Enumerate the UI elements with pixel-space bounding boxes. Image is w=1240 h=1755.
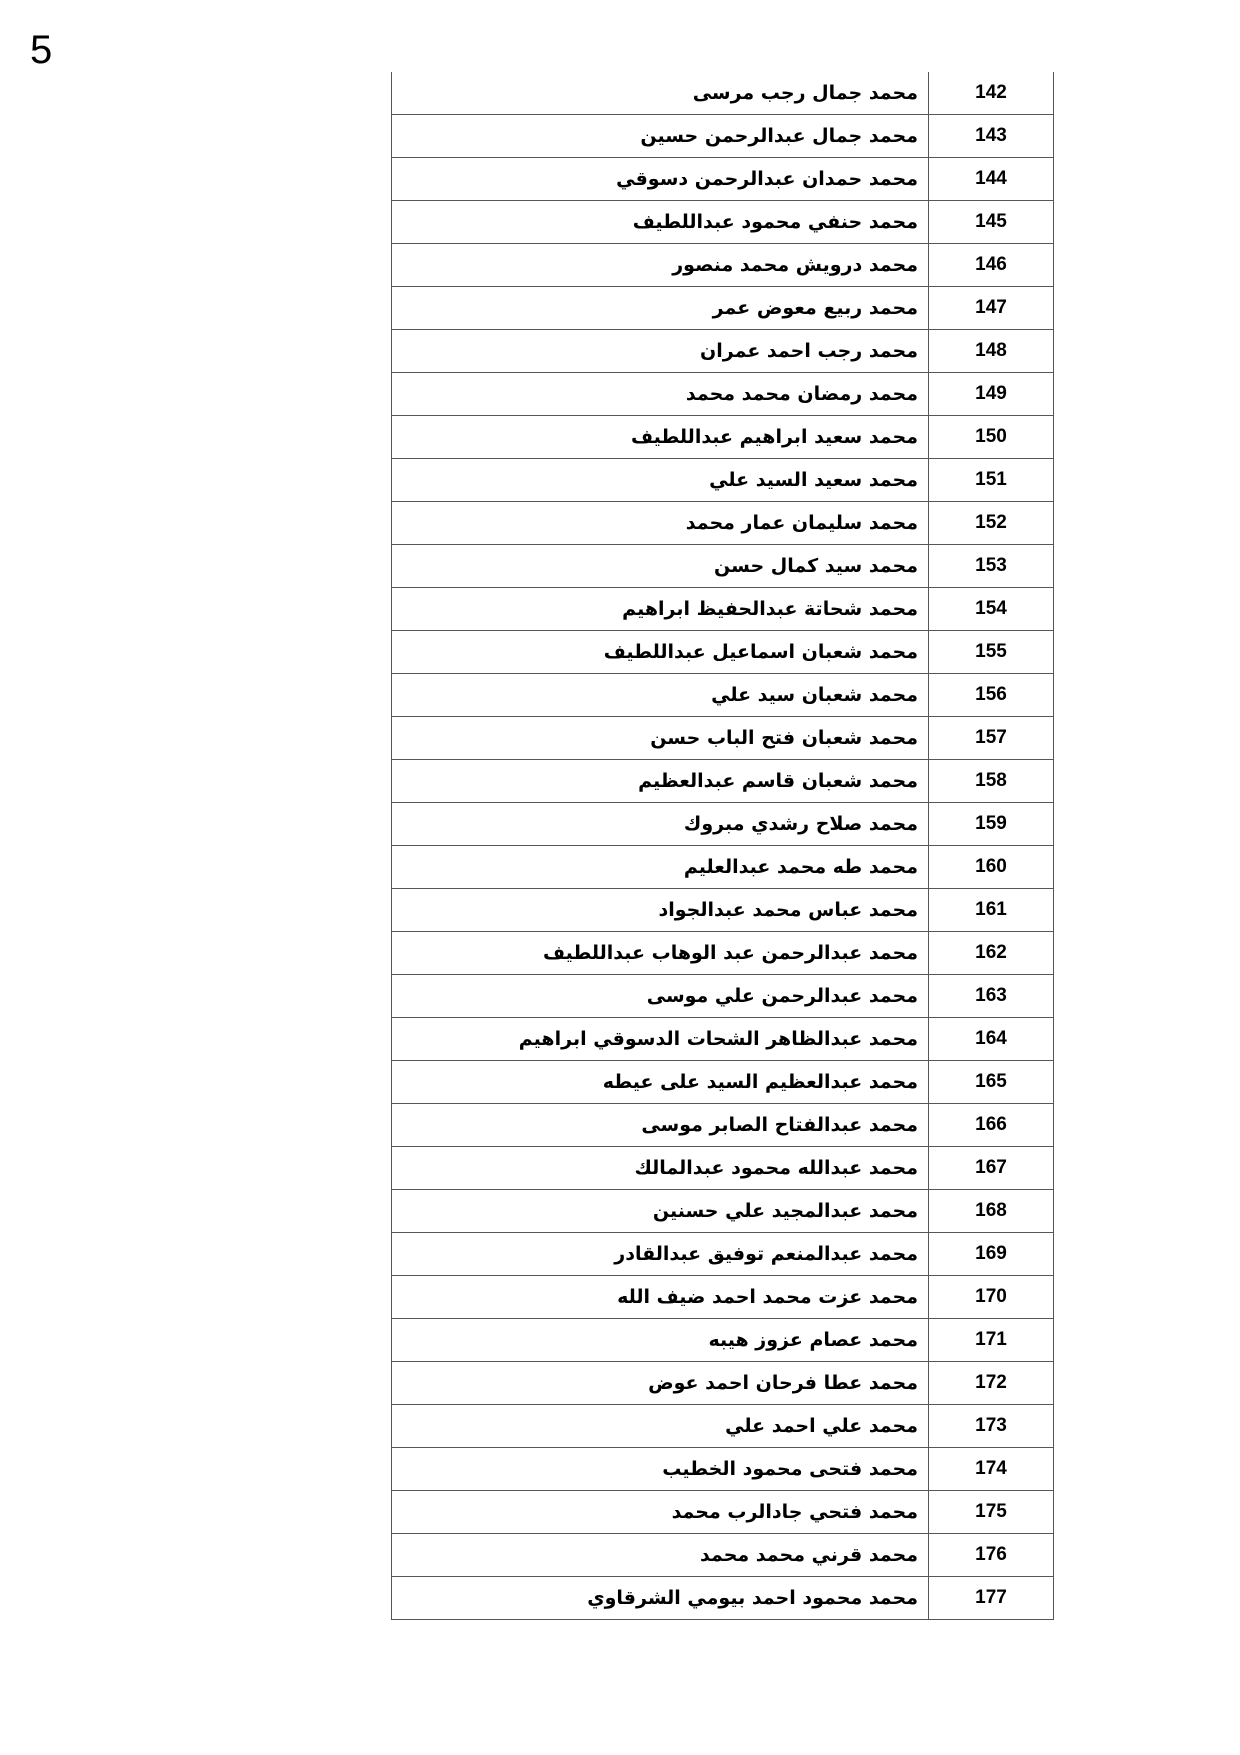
row-name-cell: محمد طه محمد عبدالعليم bbox=[392, 846, 929, 889]
row-name-cell: محمد شعبان سيد علي bbox=[392, 674, 929, 717]
row-name-cell: محمد جمال رجب مرسى bbox=[392, 72, 929, 115]
table-row bbox=[392, 459, 1054, 502]
row-name-cell: محمد صلاح رشدي مبروك bbox=[392, 803, 929, 846]
table-row bbox=[392, 72, 1054, 115]
row-name-cell: محمد محمود احمد بيومي الشرقاوي bbox=[392, 1577, 929, 1620]
row-name-cell: محمد سيد كمال حسن bbox=[392, 545, 929, 588]
table-row bbox=[392, 1276, 1054, 1319]
table-row bbox=[392, 1577, 1054, 1620]
table-row bbox=[392, 1147, 1054, 1190]
row-number-cell: 176 bbox=[929, 1534, 1054, 1577]
row-number-cell: 145 bbox=[929, 201, 1054, 244]
row-number-cell: 174 bbox=[929, 1448, 1054, 1491]
row-name-cell: محمد عبدالرحمن علي موسى bbox=[392, 975, 929, 1018]
row-number-cell: 166 bbox=[929, 1104, 1054, 1147]
table-row bbox=[392, 1104, 1054, 1147]
row-number-cell: 155 bbox=[929, 631, 1054, 674]
page-number: 5 bbox=[30, 28, 53, 72]
row-name-cell: محمد عصام عزوز هيبه bbox=[392, 1319, 929, 1362]
row-number-cell: 171 bbox=[929, 1319, 1054, 1362]
table-row bbox=[392, 1233, 1054, 1276]
row-name-cell: محمد شحاتة عبدالحفيظ ابراهيم bbox=[392, 588, 929, 631]
row-number-cell: 163 bbox=[929, 975, 1054, 1018]
table-row bbox=[392, 287, 1054, 330]
row-name-cell: محمد شعبان اسماعيل عبداللطيف bbox=[392, 631, 929, 674]
row-name-cell: محمد علي احمد علي bbox=[392, 1405, 929, 1448]
row-number-cell: 148 bbox=[929, 330, 1054, 373]
table-row bbox=[392, 502, 1054, 545]
row-number-cell: 175 bbox=[929, 1491, 1054, 1534]
row-name-cell: محمد درويش محمد منصور bbox=[392, 244, 929, 287]
row-name-cell: محمد حنفي محمود عبداللطيف bbox=[392, 201, 929, 244]
table-row bbox=[392, 115, 1054, 158]
row-name-cell: محمد سعيد السيد علي bbox=[392, 459, 929, 502]
table-row bbox=[392, 201, 1054, 244]
row-number-cell: 158 bbox=[929, 760, 1054, 803]
table-row bbox=[392, 1405, 1054, 1448]
row-name-cell: محمد قرني محمد محمد bbox=[392, 1534, 929, 1577]
row-number-cell: 143 bbox=[929, 115, 1054, 158]
row-name-cell: محمد شعبان فتح الباب حسن bbox=[392, 717, 929, 760]
table-row bbox=[392, 1448, 1054, 1491]
row-number-cell: 172 bbox=[929, 1362, 1054, 1405]
table-row bbox=[392, 373, 1054, 416]
row-name-cell: محمد عطا فرحان احمد عوض bbox=[392, 1362, 929, 1405]
table-row bbox=[392, 674, 1054, 717]
row-number-cell: 152 bbox=[929, 502, 1054, 545]
row-number-cell: 170 bbox=[929, 1276, 1054, 1319]
row-number-cell: 162 bbox=[929, 932, 1054, 975]
row-number-cell: 144 bbox=[929, 158, 1054, 201]
names-table-container bbox=[391, 72, 1054, 1620]
row-number-cell: 164 bbox=[929, 1018, 1054, 1061]
row-number-cell: 157 bbox=[929, 717, 1054, 760]
row-number-cell: 147 bbox=[929, 287, 1054, 330]
row-number-cell: 150 bbox=[929, 416, 1054, 459]
table-row bbox=[392, 588, 1054, 631]
table-row bbox=[392, 846, 1054, 889]
row-name-cell: محمد سعيد ابراهيم عبداللطيف bbox=[392, 416, 929, 459]
row-name-cell: محمد عبدالعظيم السيد على عيطه bbox=[392, 1061, 929, 1104]
row-number-cell: 160 bbox=[929, 846, 1054, 889]
row-name-cell: محمد عبدالفتاح الصابر موسى bbox=[392, 1104, 929, 1147]
row-name-cell: محمد عباس محمد عبدالجواد bbox=[392, 889, 929, 932]
table-row bbox=[392, 932, 1054, 975]
table-row bbox=[392, 975, 1054, 1018]
row-number-cell: 153 bbox=[929, 545, 1054, 588]
row-number-cell: 161 bbox=[929, 889, 1054, 932]
table-row bbox=[392, 1362, 1054, 1405]
table-row bbox=[392, 889, 1054, 932]
row-number-cell: 154 bbox=[929, 588, 1054, 631]
row-number-cell: 177 bbox=[929, 1577, 1054, 1620]
row-name-cell: محمد فتحى محمود الخطيب bbox=[392, 1448, 929, 1491]
table-row bbox=[392, 1491, 1054, 1534]
row-number-cell: 159 bbox=[929, 803, 1054, 846]
table-row bbox=[392, 803, 1054, 846]
row-name-cell: محمد عبدالظاهر الشحات الدسوقي ابراهيم bbox=[392, 1018, 929, 1061]
table-row bbox=[392, 717, 1054, 760]
row-number-cell: 156 bbox=[929, 674, 1054, 717]
table-row bbox=[392, 631, 1054, 674]
row-name-cell: محمد ربيع معوض عمر bbox=[392, 287, 929, 330]
row-name-cell: محمد رجب احمد عمران bbox=[392, 330, 929, 373]
table-row bbox=[392, 416, 1054, 459]
table-row bbox=[392, 1534, 1054, 1577]
row-number-cell: 165 bbox=[929, 1061, 1054, 1104]
row-number-cell: 142 bbox=[929, 72, 1054, 115]
row-name-cell: محمد فتحي جادالرب محمد bbox=[392, 1491, 929, 1534]
row-name-cell: محمد شعبان قاسم عبدالعظيم bbox=[392, 760, 929, 803]
row-number-cell: 169 bbox=[929, 1233, 1054, 1276]
row-name-cell: محمد رمضان محمد محمد bbox=[392, 373, 929, 416]
row-name-cell: محمد جمال عبدالرحمن حسين bbox=[392, 115, 929, 158]
table-row bbox=[392, 1319, 1054, 1362]
row-name-cell: محمد عبدالمجيد علي حسنين bbox=[392, 1190, 929, 1233]
table-row bbox=[392, 330, 1054, 373]
row-name-cell: محمد عبدالمنعم توفيق عبدالقادر bbox=[392, 1233, 929, 1276]
row-number-cell: 151 bbox=[929, 459, 1054, 502]
table-row bbox=[392, 1018, 1054, 1061]
row-number-cell: 149 bbox=[929, 373, 1054, 416]
row-number-cell: 168 bbox=[929, 1190, 1054, 1233]
row-number-cell: 146 bbox=[929, 244, 1054, 287]
names-table-body bbox=[392, 72, 1054, 1620]
row-name-cell: محمد سليمان عمار محمد bbox=[392, 502, 929, 545]
row-name-cell: محمد عزت محمد احمد ضيف الله bbox=[392, 1276, 929, 1319]
names-table bbox=[391, 72, 1054, 1620]
table-row bbox=[392, 1061, 1054, 1104]
table-row bbox=[392, 244, 1054, 287]
row-name-cell: محمد عبدالرحمن عبد الوهاب عبداللطيف bbox=[392, 932, 929, 975]
table-row bbox=[392, 545, 1054, 588]
table-row bbox=[392, 760, 1054, 803]
row-name-cell: محمد حمدان عبدالرحمن دسوقي bbox=[392, 158, 929, 201]
row-name-cell: محمد عبدالله محمود عبدالمالك bbox=[392, 1147, 929, 1190]
row-number-cell: 167 bbox=[929, 1147, 1054, 1190]
table-row bbox=[392, 158, 1054, 201]
row-number-cell: 173 bbox=[929, 1405, 1054, 1448]
table-row bbox=[392, 1190, 1054, 1233]
